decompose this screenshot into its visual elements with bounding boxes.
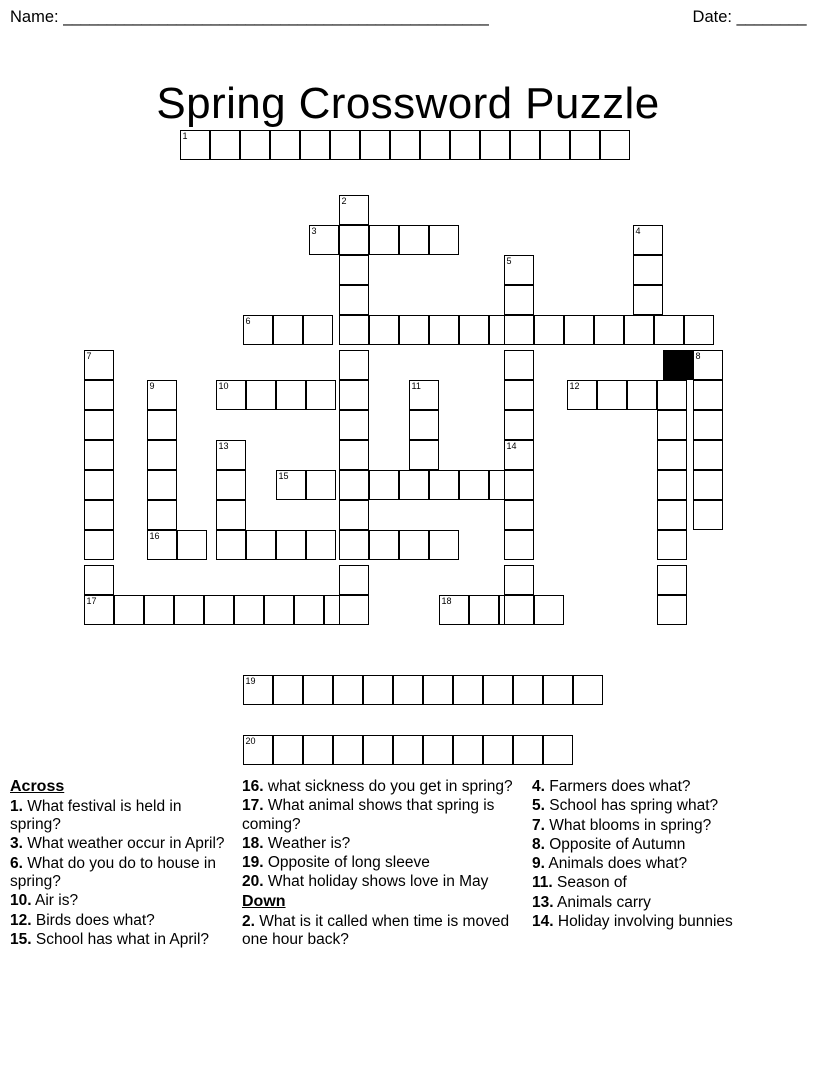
clue-number: 4. xyxy=(532,778,545,795)
crossword-cell[interactable] xyxy=(399,315,429,345)
clue-text: Animals carry xyxy=(553,893,651,911)
crossword-cell[interactable] xyxy=(339,530,369,560)
crossword-cell-number: 11 xyxy=(411,381,421,391)
crossword-cell[interactable] xyxy=(504,285,534,315)
clue-item xyxy=(242,854,522,872)
crossword-cell[interactable] xyxy=(339,350,369,380)
crossword-cell-number: 15 xyxy=(278,471,289,481)
crossword-cell-number: 6 xyxy=(245,316,251,326)
crossword-cell[interactable] xyxy=(276,380,306,410)
crossword-cell[interactable] xyxy=(543,675,573,705)
crossword-cell[interactable] xyxy=(504,380,534,410)
crossword-cell[interactable] xyxy=(84,470,114,500)
clue-number: 19. xyxy=(242,854,264,872)
crossword-cell[interactable] xyxy=(399,225,429,255)
crossword-cell[interactable] xyxy=(564,315,594,345)
clue-number: 9. xyxy=(532,855,545,873)
name-field xyxy=(10,8,488,27)
crossword-cell[interactable] xyxy=(306,380,336,410)
crossword-cell[interactable] xyxy=(534,315,564,345)
crossword-cell[interactable] xyxy=(84,500,114,530)
crossword-cell[interactable] xyxy=(633,255,663,285)
clue-item xyxy=(532,778,786,796)
clue-item xyxy=(242,913,522,950)
clue-item xyxy=(242,778,522,796)
crossword-cell[interactable] xyxy=(693,470,723,500)
crossword-cell-number: 19 xyxy=(245,676,256,686)
crossword-cell[interactable] xyxy=(303,315,333,345)
crossword-cell-number: 16 xyxy=(149,531,160,541)
crossword-cell[interactable] xyxy=(270,130,300,160)
crossword-cell[interactable] xyxy=(504,440,534,470)
clue-number: 7. xyxy=(532,816,545,834)
crossword-cell[interactable] xyxy=(657,500,687,530)
clue-number: 10. xyxy=(10,892,32,910)
crossword-cell[interactable] xyxy=(369,225,399,255)
crossword-cell[interactable] xyxy=(243,315,273,345)
crossword-cell[interactable] xyxy=(409,440,439,470)
crossword-cell[interactable] xyxy=(597,380,627,410)
clue-item xyxy=(532,836,786,854)
crossword-cell[interactable] xyxy=(339,380,369,410)
date-field xyxy=(693,8,806,27)
crossword-cell[interactable] xyxy=(483,735,513,765)
crossword-cell[interactable] xyxy=(243,735,273,765)
crossword-cell[interactable] xyxy=(693,380,723,410)
clues-column-2 xyxy=(242,778,532,950)
crossword-cell[interactable] xyxy=(333,675,363,705)
crossword-cell[interactable] xyxy=(543,735,573,765)
crossword-cell[interactable] xyxy=(693,350,723,380)
clue-item xyxy=(10,855,232,892)
crossword-cell-number: 8 xyxy=(695,351,701,361)
clue-text: What holiday shows love in May xyxy=(263,873,489,891)
name-label: Name: xyxy=(10,8,59,26)
crossword-cell[interactable] xyxy=(399,470,429,500)
crossword-cell[interactable] xyxy=(504,350,534,380)
crossword-cell[interactable] xyxy=(147,410,177,440)
crossword-cell[interactable] xyxy=(180,130,210,160)
crossword-cell[interactable] xyxy=(409,410,439,440)
crossword-cell[interactable] xyxy=(534,595,564,625)
crossword-cell[interactable] xyxy=(276,530,306,560)
crossword-block-cell xyxy=(663,350,693,380)
crossword-cell[interactable] xyxy=(369,470,399,500)
clue-text: Opposite of long sleeve xyxy=(263,854,430,872)
crossword-cell[interactable] xyxy=(114,595,144,625)
crossword-cell[interactable] xyxy=(423,735,453,765)
crossword-cell[interactable] xyxy=(339,595,369,625)
clues-section xyxy=(10,778,806,950)
crossword-cell[interactable] xyxy=(339,285,369,315)
crossword-cell[interactable] xyxy=(657,565,687,595)
crossword-cell[interactable] xyxy=(423,675,453,705)
crossword-cell[interactable] xyxy=(204,595,234,625)
crossword-cell-number: 14 xyxy=(506,441,517,451)
crossword-cell[interactable] xyxy=(450,130,480,160)
crossword-cell[interactable] xyxy=(84,595,114,625)
clue-text: Holiday involving bunnies xyxy=(553,912,733,930)
clue-item xyxy=(242,835,522,853)
clue-item xyxy=(242,873,522,891)
crossword-cell[interactable] xyxy=(657,595,687,625)
page-title: Spring Crossword Puzzle xyxy=(156,79,660,129)
crossword-cell[interactable] xyxy=(210,130,240,160)
crossword-cell[interactable] xyxy=(339,410,369,440)
crossword-cell[interactable] xyxy=(273,315,303,345)
crossword-cell[interactable] xyxy=(216,530,246,560)
crossword-cell[interactable] xyxy=(147,530,177,560)
crossword-cell[interactable] xyxy=(246,380,276,410)
crossword-cell[interactable] xyxy=(693,440,723,470)
clue-text: Season of xyxy=(552,874,627,892)
crossword-cell[interactable] xyxy=(339,440,369,470)
crossword-cell[interactable] xyxy=(216,470,246,500)
crossword-cell[interactable] xyxy=(339,225,369,255)
crossword-cell[interactable] xyxy=(216,440,246,470)
crossword-cell[interactable] xyxy=(657,440,687,470)
crossword-cell[interactable] xyxy=(369,315,399,345)
clue-text: What do you do to house in spring? xyxy=(10,854,216,890)
crossword-cell[interactable] xyxy=(513,735,543,765)
clue-item xyxy=(242,797,522,834)
crossword-cell[interactable] xyxy=(633,285,663,315)
crossword-cell[interactable] xyxy=(273,675,303,705)
clue-item xyxy=(10,892,232,910)
crossword-cell[interactable] xyxy=(84,440,114,470)
crossword-cell[interactable] xyxy=(573,675,603,705)
clue-number: 14. xyxy=(532,912,554,930)
crossword-cell[interactable] xyxy=(504,565,534,595)
crossword-cell[interactable] xyxy=(393,735,423,765)
crossword-cell[interactable] xyxy=(234,595,264,625)
clue-text: what sickness do you get in spring? xyxy=(263,778,513,795)
clue-number: 1. xyxy=(10,797,23,815)
clue-text: What blooms in spring? xyxy=(544,816,712,834)
name-blank-line: _________________________________________________ xyxy=(63,8,489,26)
crossword-cell-number: 12 xyxy=(569,381,580,391)
crossword-cell[interactable] xyxy=(303,675,333,705)
crossword-cell-number: 5 xyxy=(506,256,512,266)
crossword-cell[interactable] xyxy=(504,595,534,625)
crossword-cell[interactable] xyxy=(594,315,624,345)
worksheet-header xyxy=(10,8,806,27)
clue-text: Animals does what? xyxy=(544,855,688,873)
clue-item xyxy=(532,913,786,931)
crossword-cell[interactable] xyxy=(84,350,114,380)
crossword-cell[interactable] xyxy=(294,595,324,625)
clue-text: Birds does what? xyxy=(31,911,155,929)
crossword-cell[interactable] xyxy=(504,315,534,345)
clue-number: 12. xyxy=(10,911,32,929)
crossword-cell[interactable] xyxy=(177,530,207,560)
crossword-cell[interactable] xyxy=(693,410,723,440)
crossword-cell[interactable] xyxy=(409,380,439,410)
crossword-cell[interactable] xyxy=(339,315,369,345)
clue-text: School has spring what? xyxy=(544,797,719,815)
crossword-cell-number: 7 xyxy=(86,351,92,361)
crossword-cell[interactable] xyxy=(657,410,687,440)
crossword-cell[interactable] xyxy=(84,380,114,410)
crossword-cell[interactable] xyxy=(480,130,510,160)
crossword-cell[interactable] xyxy=(147,500,177,530)
crossword-cell[interactable] xyxy=(333,735,363,765)
crossword-cell[interactable] xyxy=(240,130,270,160)
clue-number: 13. xyxy=(532,893,554,911)
crossword-cell[interactable] xyxy=(453,735,483,765)
crossword-cell[interactable] xyxy=(624,315,654,345)
crossword-cell-number: 2 xyxy=(341,196,347,206)
crossword-cell-number: 18 xyxy=(441,596,452,606)
crossword-cell[interactable] xyxy=(504,530,534,560)
clue-number: 2. xyxy=(242,912,255,930)
crossword-cell[interactable] xyxy=(306,470,336,500)
clue-text: Opposite of Autumn xyxy=(544,835,686,853)
crossword-cell[interactable] xyxy=(453,675,483,705)
clue-number: 8. xyxy=(532,835,545,853)
clues-column-1 xyxy=(10,778,242,950)
crossword-cell[interactable] xyxy=(243,675,273,705)
crossword-cell-number: 1 xyxy=(182,131,188,141)
crossword-cell[interactable] xyxy=(330,130,360,160)
crossword-cell[interactable] xyxy=(339,565,369,595)
crossword-cell[interactable] xyxy=(633,225,663,255)
crossword-cell[interactable] xyxy=(513,675,543,705)
clue-number: 6. xyxy=(10,854,23,872)
crossword-cell[interactable] xyxy=(657,470,687,500)
crossword-cell[interactable] xyxy=(657,380,687,410)
crossword-cell[interactable] xyxy=(429,225,459,255)
crossword-cell-number: 4 xyxy=(635,226,641,236)
crossword-cell[interactable] xyxy=(684,315,714,345)
crossword-cell[interactable] xyxy=(84,565,114,595)
clue-text: Weather is? xyxy=(263,834,351,852)
crossword-cell[interactable] xyxy=(504,255,534,285)
clue-text: Air is? xyxy=(31,892,79,910)
clue-number: 18. xyxy=(242,834,264,852)
crossword-cell[interactable] xyxy=(429,470,459,500)
clue-number: 15. xyxy=(10,930,32,948)
clue-text: What animal shows that spring is coming? xyxy=(242,797,495,833)
crossword-cell[interactable] xyxy=(306,530,336,560)
crossword-cell[interactable] xyxy=(147,470,177,500)
crossword-cell[interactable] xyxy=(273,735,303,765)
crossword-cell[interactable] xyxy=(360,130,390,160)
crossword-cell[interactable] xyxy=(84,410,114,440)
crossword-grid xyxy=(0,125,816,780)
crossword-cell[interactable] xyxy=(627,380,657,410)
crossword-cell[interactable] xyxy=(393,675,423,705)
clue-item xyxy=(10,931,232,949)
clue-item xyxy=(532,894,786,912)
crossword-cell[interactable] xyxy=(246,530,276,560)
clue-number: 17. xyxy=(242,797,264,815)
clue-number: 3. xyxy=(10,835,23,853)
clue-number: 11. xyxy=(532,874,553,892)
crossword-cell[interactable] xyxy=(369,530,399,560)
clue-text: What weather occur in April? xyxy=(22,835,225,853)
crossword-cell[interactable] xyxy=(657,530,687,560)
crossword-cell-number: 10 xyxy=(218,381,229,391)
crossword-cell[interactable] xyxy=(504,500,534,530)
crossword-cell[interactable] xyxy=(439,595,469,625)
crossword-cell[interactable] xyxy=(363,735,393,765)
crossword-cell[interactable] xyxy=(147,440,177,470)
clue-number: 5. xyxy=(532,797,545,815)
crossword-cell[interactable] xyxy=(429,315,459,345)
crossword-cell[interactable] xyxy=(459,470,489,500)
crossword-cell[interactable] xyxy=(567,380,597,410)
clue-item xyxy=(532,874,786,892)
crossword-cell[interactable] xyxy=(510,130,540,160)
crossword-cell[interactable] xyxy=(216,380,246,410)
crossword-cell[interactable] xyxy=(469,595,499,625)
crossword-cell[interactable] xyxy=(504,410,534,440)
clue-item xyxy=(10,835,232,853)
clue-text: Farmers does what? xyxy=(544,778,691,795)
clue-number: 16. xyxy=(242,778,264,795)
crossword-cell[interactable] xyxy=(339,500,369,530)
crossword-cell[interactable] xyxy=(600,130,630,160)
crossword-cell[interactable] xyxy=(540,130,570,160)
clue-item xyxy=(532,817,786,835)
crossword-cell[interactable] xyxy=(654,315,684,345)
crossword-cell-number: 3 xyxy=(311,226,317,236)
crossword-cell[interactable] xyxy=(390,130,420,160)
crossword-cell-number: 17 xyxy=(86,596,97,606)
clues-column-3 xyxy=(532,778,796,950)
crossword-cell[interactable] xyxy=(459,315,489,345)
date-label: Date: xyxy=(692,8,732,26)
crossword-cell[interactable] xyxy=(399,530,429,560)
crossword-cell[interactable] xyxy=(216,500,246,530)
crossword-cell[interactable] xyxy=(483,675,513,705)
clue-item xyxy=(10,798,232,835)
clue-item xyxy=(532,797,786,815)
crossword-cell[interactable] xyxy=(144,595,174,625)
crossword-cell[interactable] xyxy=(339,255,369,285)
crossword-cell[interactable] xyxy=(429,530,459,560)
crossword-cell[interactable] xyxy=(276,470,306,500)
crossword-cell[interactable] xyxy=(300,130,330,160)
crossword-cell[interactable] xyxy=(363,675,393,705)
crossword-cell-number: 13 xyxy=(218,441,229,451)
crossword-cell[interactable] xyxy=(147,380,177,410)
clue-text: School has what in April? xyxy=(31,930,210,948)
clue-item xyxy=(532,855,786,873)
crossword-cell[interactable] xyxy=(570,130,600,160)
clue-item xyxy=(10,912,232,930)
crossword-cell-number: 9 xyxy=(149,381,155,391)
clue-text: What festival is held in spring? xyxy=(10,797,182,834)
crossword-cell[interactable] xyxy=(264,595,294,625)
across-heading: Across xyxy=(10,778,65,795)
clue-text: What is it called when time is moved one hour back? xyxy=(242,912,510,948)
crossword-cell-number: 20 xyxy=(245,736,256,746)
date-blank-line: ________ xyxy=(736,8,806,26)
crossword-cell[interactable] xyxy=(504,470,534,500)
crossword-cell[interactable] xyxy=(693,500,723,530)
crossword-cell[interactable] xyxy=(339,470,369,500)
clue-number: 20. xyxy=(242,873,264,891)
crossword-cell[interactable] xyxy=(339,195,369,225)
crossword-cell[interactable] xyxy=(420,130,450,160)
crossword-cell[interactable] xyxy=(303,735,333,765)
crossword-cell[interactable] xyxy=(84,530,114,560)
crossword-cell[interactable] xyxy=(309,225,339,255)
crossword-cell[interactable] xyxy=(174,595,204,625)
down-heading: Down xyxy=(242,892,286,910)
